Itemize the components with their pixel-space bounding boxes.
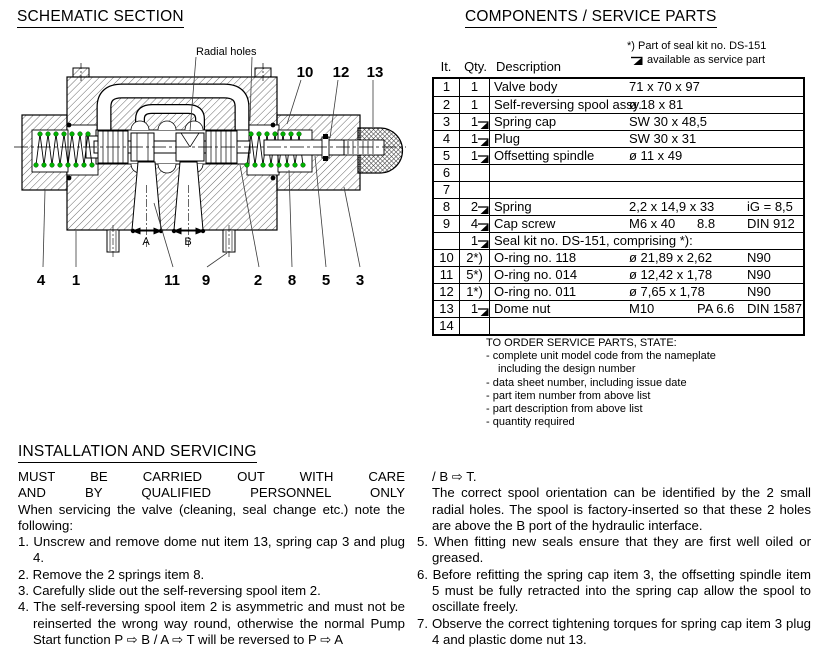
cell-grade [697, 165, 747, 181]
cell-description [494, 182, 629, 198]
seal-kit-note-line1: *) Part of seal kit no. DS-151 [627, 40, 767, 52]
table-row [434, 317, 803, 334]
cell-size [629, 182, 697, 198]
item-label-9: 9 [201, 272, 211, 289]
cell-standard: N90 [747, 250, 771, 265]
cell-size: ø 21,89 x 2,62 [629, 250, 713, 265]
cell-size: ø 11 x 49 [629, 148, 683, 163]
cell-standard: N90 [747, 284, 771, 299]
cell-standard [747, 131, 803, 147]
header-qty: Qty. [464, 59, 487, 74]
parts-table [432, 77, 805, 336]
instruction-item: 5. When fitting new seals ensure that they are first well oiled or greased. [417, 534, 811, 566]
cell-standard [747, 114, 803, 130]
intro-paragraph: When servicing the valve (cleaning, seal change etc.) note the following: [18, 501, 405, 533]
table-row [434, 266, 803, 283]
cell-standard [747, 182, 803, 198]
instruction-item: 3. Carefully slide out the self-reversing spool item 2. [18, 583, 321, 599]
item-label-13: 13 [366, 64, 384, 81]
radial-holes-label: Radial holes [196, 46, 257, 58]
item-label-11: 11 [164, 272, 180, 289]
installation-right-column [417, 469, 811, 648]
cell-standard: N90 [747, 267, 771, 282]
order-note-item: - part item number from above list [486, 389, 651, 402]
cell-size: ø 18 x 81 [629, 97, 684, 112]
service-part-marker-icon [478, 206, 489, 214]
cell-size: ø 12,42 x 1,78 [629, 267, 713, 282]
table-row [434, 249, 803, 266]
cell-standard [747, 97, 803, 113]
cell-qty [460, 165, 490, 181]
cell-description: Dome nut [494, 301, 551, 316]
service-part-marker-icon [478, 223, 489, 231]
cell-size: 71 x 70 x 97 [629, 79, 700, 94]
seal-kit-note-line2: available as service part [647, 54, 766, 66]
cell-standard: DIN 1587 [747, 301, 802, 316]
cell-qty: 1*) [460, 284, 490, 300]
cell-description: Self-reversing spool assy. [494, 97, 642, 112]
cell-qty: 1 [460, 79, 490, 96]
cell-size [629, 233, 697, 249]
cell-item-no: 14 [434, 318, 460, 334]
cell-grade [697, 131, 747, 147]
instruction-item: 7. Observe the correct tightening torques for spring cap item 3 plug 4 and plastic dome nut 13. [417, 615, 811, 647]
cell-item-no: 1 [434, 79, 460, 96]
cell-grade [697, 267, 747, 283]
table-row [434, 232, 803, 249]
item-label-2: 2 [253, 272, 263, 289]
cell-standard [747, 233, 803, 249]
cell-grade [697, 199, 747, 215]
cell-size: M6 x 40 [629, 216, 676, 231]
cell-qty: 1 [460, 131, 490, 147]
table-row [434, 215, 803, 232]
cell-item-no: 10 [434, 250, 460, 266]
cell-size: SW 30 x 48,5 [629, 114, 708, 129]
instruction-item: 1. Unscrew and remove dome nut item 13, spring cap 3 and plug 4. [18, 534, 406, 566]
continuation-line: / B ⇨ T. [432, 469, 477, 484]
cell-description: Spring [494, 199, 532, 214]
table-row [434, 164, 803, 181]
instruction-item: 6. Before refitting the spring cap item 3, the offsetting spindle item 5 must be fully retracted into the spring cap allow the spool to oscillate freely. [417, 566, 811, 615]
parts-table-header [432, 59, 805, 74]
cell-item-no: 12 [434, 284, 460, 300]
cell-item-no: 2 [434, 97, 460, 113]
cell-standard: iG = 8,5 [747, 199, 793, 214]
cell-standard [747, 165, 803, 181]
cell-size: M10 [629, 301, 655, 316]
cell-size: ø 7,65 x 1,78 [629, 284, 705, 299]
cell-item-no: 13 [434, 301, 460, 317]
service-part-marker-icon [478, 121, 489, 129]
installation-left-column [18, 469, 405, 648]
warning-line: AND BY QUALIFIED PERSONNEL ONLY [18, 485, 405, 501]
cell-item-no: 4 [434, 131, 460, 147]
cell-description [494, 165, 629, 181]
cell-standard: DIN 912 [747, 216, 795, 231]
table-row [434, 198, 803, 215]
o-ring-011 [323, 156, 328, 161]
cell-qty: 1 [460, 114, 490, 130]
cell-description: Spring cap [494, 114, 557, 129]
item-label-8: 8 [287, 272, 297, 289]
cell-grade: PA 6.6 [697, 301, 735, 316]
cell-standard [747, 148, 803, 164]
cell-description: Offsetting spindle [494, 148, 595, 163]
cell-size: SW 30 x 31 [629, 131, 697, 146]
cell-grade [697, 148, 747, 164]
cell-size [629, 165, 697, 181]
cell-qty [460, 182, 490, 198]
cell-qty: 1 [460, 233, 490, 249]
cell-description: Valve body [494, 79, 558, 94]
instruction-item: 4. The self-reversing spool item 2 is asymmetric and must not be reinserted the wrong way round, otherwise the normal Pump Start function P ⇨ B / A ⇨ T will be reversed to P ⇨ A [18, 599, 405, 647]
cell-item-no: 6 [434, 165, 460, 181]
cell-item-no: 5 [434, 148, 460, 164]
cell-standard [747, 79, 803, 96]
cell-description: O-ring no. 011 [494, 284, 577, 299]
cell-item-no: 9 [434, 216, 460, 232]
table-row [434, 130, 803, 147]
components-title: COMPONENTS / SERVICE PARTS [465, 8, 717, 28]
order-note [486, 337, 736, 429]
schematic-section-title: SCHEMATIC SECTION [17, 8, 184, 28]
service-part-marker-icon [478, 138, 489, 146]
order-note-title: TO ORDER SERVICE PARTS, STATE: [486, 337, 677, 349]
cell-grade [697, 250, 747, 266]
item-label-4: 4 [36, 272, 46, 289]
cell-qty: 4 [460, 216, 490, 232]
o-ring-011 [323, 134, 328, 139]
cell-description [494, 318, 629, 334]
table-row [434, 300, 803, 317]
cell-item-no [434, 233, 460, 249]
item-label-3: 3 [355, 272, 365, 289]
header-description: Description [496, 59, 562, 74]
cell-qty: 2*) [460, 250, 490, 266]
cell-description: Plug [494, 131, 521, 146]
cell-item-no: 7 [434, 182, 460, 198]
cell-qty [460, 318, 490, 334]
order-note-item: - quantity required [486, 416, 575, 429]
cell-item-no: 3 [434, 114, 460, 130]
table-row [434, 283, 803, 300]
port-b-label: B [184, 236, 192, 248]
cell-grade [697, 97, 747, 113]
service-part-marker-icon [478, 155, 489, 163]
order-note-item: - data sheet number, including issue date [486, 376, 687, 389]
port-a-label: A [142, 236, 150, 248]
cell-grade [697, 233, 747, 249]
cell-grade [697, 79, 747, 96]
order-note-item: - complete unit model code from the nameplate including the design number [486, 350, 716, 376]
service-part-marker-icon [478, 308, 489, 316]
installation-title: INSTALLATION AND SERVICING [18, 443, 257, 463]
item-label-1: 1 [71, 272, 81, 289]
cell-standard [747, 318, 803, 334]
cell-qty: 1 [460, 97, 490, 113]
cell-qty: 5*) [460, 267, 490, 283]
cell-qty: 1 [460, 148, 490, 164]
orientation-paragraph: The correct spool orientation can be identified by the 2 small radial holes. The spool is factory-inserted so that these 2 holes are above the B port of the hydraulic interface. [432, 485, 811, 533]
cell-description: O-ring no. 118 [494, 250, 577, 265]
table-row [434, 113, 803, 130]
item-label-5: 5 [321, 272, 331, 289]
cell-grade: 8.8 [697, 216, 716, 231]
instruction-item: 2. Remove the 2 springs item 8. [18, 566, 205, 582]
cell-grade [697, 182, 747, 198]
cell-grade [697, 318, 747, 334]
item-label-10: 10 [296, 64, 314, 81]
schematic-drawing [0, 35, 430, 293]
cell-description: Seal kit no. DS-151, comprising *): [494, 233, 693, 248]
cell-size [629, 318, 697, 334]
header-item: It. [440, 59, 452, 74]
table-row [434, 79, 803, 96]
warning-line: MUST BE CARRIED OUT WITH CARE [18, 469, 405, 484]
cell-grade [697, 114, 747, 130]
cell-item-no: 8 [434, 199, 460, 215]
table-row [434, 147, 803, 164]
table-row [434, 181, 803, 198]
order-note-item: - part description from above list [486, 403, 643, 416]
cell-description: O-ring no. 014 [494, 267, 578, 282]
service-part-marker-icon [478, 240, 489, 248]
cell-grade [697, 284, 747, 300]
cell-size: 2,2 x 14,9 x 33 [629, 199, 715, 214]
item-label-12: 12 [332, 64, 350, 81]
table-row [434, 96, 803, 113]
cell-description: Cap screw [494, 216, 556, 231]
cell-qty: 2 [460, 199, 490, 215]
cell-qty: 1 [460, 301, 490, 317]
cell-item-no: 11 [434, 267, 460, 283]
